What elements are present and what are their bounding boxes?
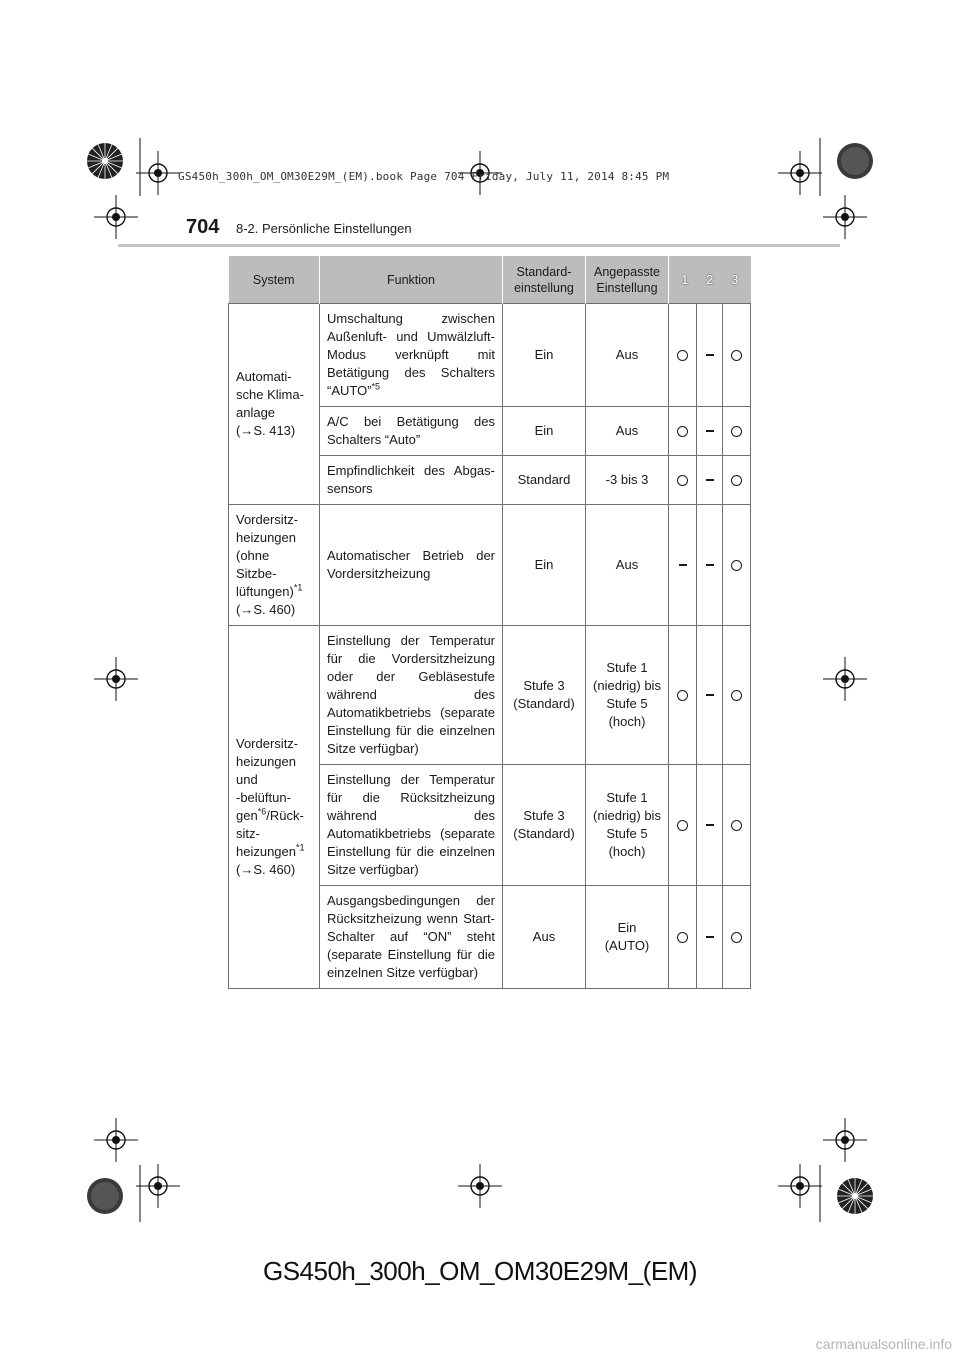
table-row — [229, 626, 751, 765]
system-cell: Vordersitz- heizungen und -belüftun- gen$^{*6}$/Rück- sitz- heizungen$^{*1}$ (→S. 460) — [229, 626, 320, 989]
custom-setting-cell: Aus — [586, 505, 669, 626]
method-1-cell — [669, 407, 697, 456]
available-circle-icon — [731, 350, 742, 361]
header-angepasst: Angepasste Einstellung — [586, 256, 669, 304]
not-available-dash-icon — [679, 564, 687, 565]
system-cell: Automati- sche Klima- anlage (→S. 413) — [229, 304, 320, 505]
available-circle-icon — [677, 350, 688, 361]
method-2-cell — [697, 304, 723, 407]
not-available-dash-icon — [706, 479, 714, 480]
method-2-cell — [697, 626, 723, 765]
system-cell: Vordersitz- heizungen (ohne Sitzbe- lüftungen)$^{*1}$ (→S. 460) — [229, 505, 320, 626]
section-title: 8-2. Persönliche Einstellungen — [236, 221, 412, 236]
method-1-cell — [669, 886, 697, 989]
method-1-cell — [669, 304, 697, 407]
method-3-cell — [723, 626, 751, 765]
footer-manual-code: GS450h_300h_OM_OM30E29M_(EM) — [262, 1256, 697, 1286]
function-cell: Einstellung der Temperatur für die Rücksitzheizung während des Automatikbetriebs (separate Einstellung für die einzelnen Sitze verfügbar) — [320, 765, 503, 886]
available-circle-icon — [731, 820, 742, 831]
available-circle-icon — [731, 690, 742, 701]
function-cell: Ausgangsbedingungen der Rücksitzheizung wenn Start-Schalter auf “ON” steht (separate Einstellung für die einzelnen Sitze verfügbar) — [320, 886, 503, 989]
not-available-dash-icon — [706, 694, 714, 695]
default-setting-cell: Stufe 3 (Standard) — [503, 765, 586, 886]
print-info-line: GS450h_300h_OM_OM30E29M_(EM).book Page 704 Friday, July 11, 2014 8:45 PM — [178, 170, 670, 183]
header-col-3: 3 — [731, 271, 739, 287]
available-circle-icon — [677, 426, 688, 437]
header-columns-123 — [669, 256, 751, 304]
header-funktion: Funktion — [320, 256, 503, 304]
table-row — [229, 304, 751, 407]
function-cell: Einstellung der Temperatur für die Vordersitzheizung oder der Gebläsestufe während des Automatikbetriebs (separate Einstellung für die einzelnen Sitze verfügbar) — [320, 626, 503, 765]
method-2-cell — [697, 505, 723, 626]
method-3-cell — [723, 456, 751, 505]
method-3-cell — [723, 407, 751, 456]
method-3-cell — [723, 886, 751, 989]
default-setting-cell: Ein — [503, 505, 586, 626]
function-cell: A/C bei Betätigung des Schalters “Auto” — [320, 407, 503, 456]
default-setting-cell: Ein — [503, 407, 586, 456]
header-col-1: 1 — [681, 271, 689, 287]
method-1-cell — [669, 456, 697, 505]
table-header-row — [229, 256, 751, 304]
not-available-dash-icon — [706, 354, 714, 355]
default-setting-cell: Aus — [503, 886, 586, 989]
available-circle-icon — [677, 690, 688, 701]
not-available-dash-icon — [706, 430, 714, 431]
available-circle-icon — [731, 426, 742, 437]
custom-setting-cell: Ein (AUTO) — [586, 886, 669, 989]
watermark: carmanualsonline.info — [815, 1336, 952, 1352]
available-circle-icon — [731, 932, 742, 943]
method-2-cell — [697, 407, 723, 456]
function-cell: Empfindlichkeit des Abgas-sensors — [320, 456, 503, 505]
function-cell: Umschaltung zwischen Außenluft- und Umwälzluft-Modus verknüpft mit Betätigung des Schalters “AUTO”$^{*5}$ — [320, 304, 503, 407]
header-standard: Standard- einstellung — [503, 256, 586, 304]
method-3-cell — [723, 505, 751, 626]
custom-setting-cell: Stufe 1 (niedrig) bis Stufe 5 (hoch) — [586, 765, 669, 886]
header-rule — [118, 244, 840, 247]
default-setting-cell: Ein — [503, 304, 586, 407]
custom-setting-cell: Aus — [586, 304, 669, 407]
custom-setting-cell: Aus — [586, 407, 669, 456]
default-setting-cell: Stufe 3 (Standard) — [503, 626, 586, 765]
method-2-cell — [697, 886, 723, 989]
available-circle-icon — [677, 475, 688, 486]
method-2-cell — [697, 456, 723, 505]
table-row — [229, 505, 751, 626]
method-2-cell — [697, 765, 723, 886]
method-3-cell — [723, 765, 751, 886]
default-setting-cell: Standard — [503, 456, 586, 505]
header-system: System — [229, 256, 320, 304]
custom-setting-cell: -3 bis 3 — [586, 456, 669, 505]
available-circle-icon — [731, 475, 742, 486]
function-cell: Automatischer Betrieb der Vordersitzheizung — [320, 505, 503, 626]
available-circle-icon — [677, 932, 688, 943]
available-circle-icon — [731, 560, 742, 571]
method-1-cell — [669, 505, 697, 626]
method-1-cell — [669, 626, 697, 765]
not-available-dash-icon — [706, 564, 714, 565]
available-circle-icon — [677, 820, 688, 831]
method-3-cell — [723, 304, 751, 407]
custom-setting-cell: Stufe 1 (niedrig) bis Stufe 5 (hoch) — [586, 626, 669, 765]
page-number: 704 — [186, 216, 220, 238]
method-1-cell — [669, 765, 697, 886]
not-available-dash-icon — [706, 936, 714, 937]
settings-table — [228, 256, 751, 989]
not-available-dash-icon — [706, 824, 714, 825]
header-col-2: 2 — [706, 271, 714, 287]
